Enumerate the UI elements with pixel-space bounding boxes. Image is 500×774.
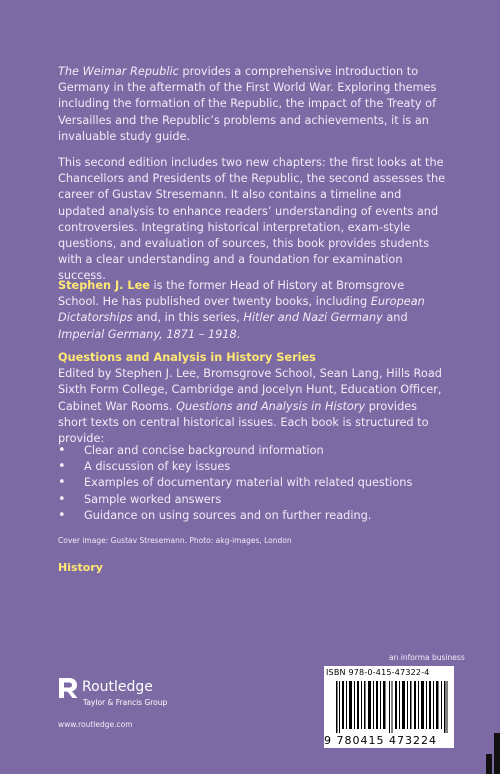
author-name: Stephen J. Lee (58, 279, 150, 292)
author-bio-text-4: . (236, 327, 241, 341)
blurb-paragraph-1 (58, 64, 448, 145)
author-bio-text-3: and (382, 311, 408, 325)
author-book-2: Hitler and Nazi Germany (243, 311, 383, 325)
author-book-3: Imperial Germany, 1871 – 1918 (58, 327, 237, 341)
edge-mark (494, 733, 500, 774)
publisher-group: Taylor & Francis Group (83, 698, 168, 707)
series-description (58, 350, 448, 447)
barcode-icon (336, 681, 448, 733)
series-text-2: provides short texts on central historical issues. Each book is structured to provide: (58, 399, 429, 446)
blurb-paragraph-2: This second edition includes two new chapters: the first looks at the Chancellors and Presidents of the Republic, the second assesses the career of Gustav Stresemann. It also contains a timeline and updated analysis to enhance readers’ understanding of events and controversies. Integrating historical interpretation, exam-style questions, and evaluation of sources, this book provides students with a clear understanding and a foundation for examination success. (58, 156, 446, 283)
series-title: Questions and Analysis in History (176, 399, 366, 413)
author-book-1: European Dictatorships (58, 295, 425, 325)
list-item: • Examples of documentary material with related questions (58, 475, 448, 491)
list-item: • Sample worked answers (58, 492, 448, 508)
list-item: • Guidance on using sources and on further reading. (58, 508, 448, 524)
cover-credit: Cover image: Gustav Stresemann. Photo: akg-images, London (58, 536, 292, 545)
routledge-r-logo-icon (56, 676, 80, 700)
publisher-name: Routledge (82, 679, 153, 695)
series-heading: Questions and Analysis in History Series (58, 351, 316, 364)
publisher-url: www.routledge.com (58, 720, 133, 729)
series-feature-list (58, 443, 448, 524)
series-text-1: Edited by Stephen J. Lee, Bromsgrove School, Sean Lang, Hills Road Sixth Form College, Cambridge and Jocelyn Hunt, Education Officer, Cabinet War Rooms. (58, 367, 442, 413)
informa-tagline: an informa business (389, 653, 465, 662)
edge-mark (486, 754, 492, 774)
book-title: The Weimar Republic (58, 65, 179, 78)
author-bio-text-1: is the former Head of History at Bromsgrove School. He has published over twenty books, including (58, 279, 405, 309)
subject-category: History (58, 561, 103, 574)
barcode-number: 9 780415 473224 (324, 734, 437, 747)
blurb-text-1: provides a comprehensive introduction to Germany in the aftermath of the First World War. Exploring themes including the formation of the Republic, the impact of the Treaty of Versailles and the Republic’s problems and achievements, it is an invaluable study guide. (58, 65, 437, 143)
list-item: • Clear and concise background information (58, 443, 448, 459)
author-bio-text-2: and, in this series, (132, 311, 244, 325)
author-bio (58, 278, 448, 343)
list-item: • A discussion of key issues (58, 459, 448, 475)
isbn-label: ISBN 978-0-415-47322-4 (326, 668, 430, 677)
